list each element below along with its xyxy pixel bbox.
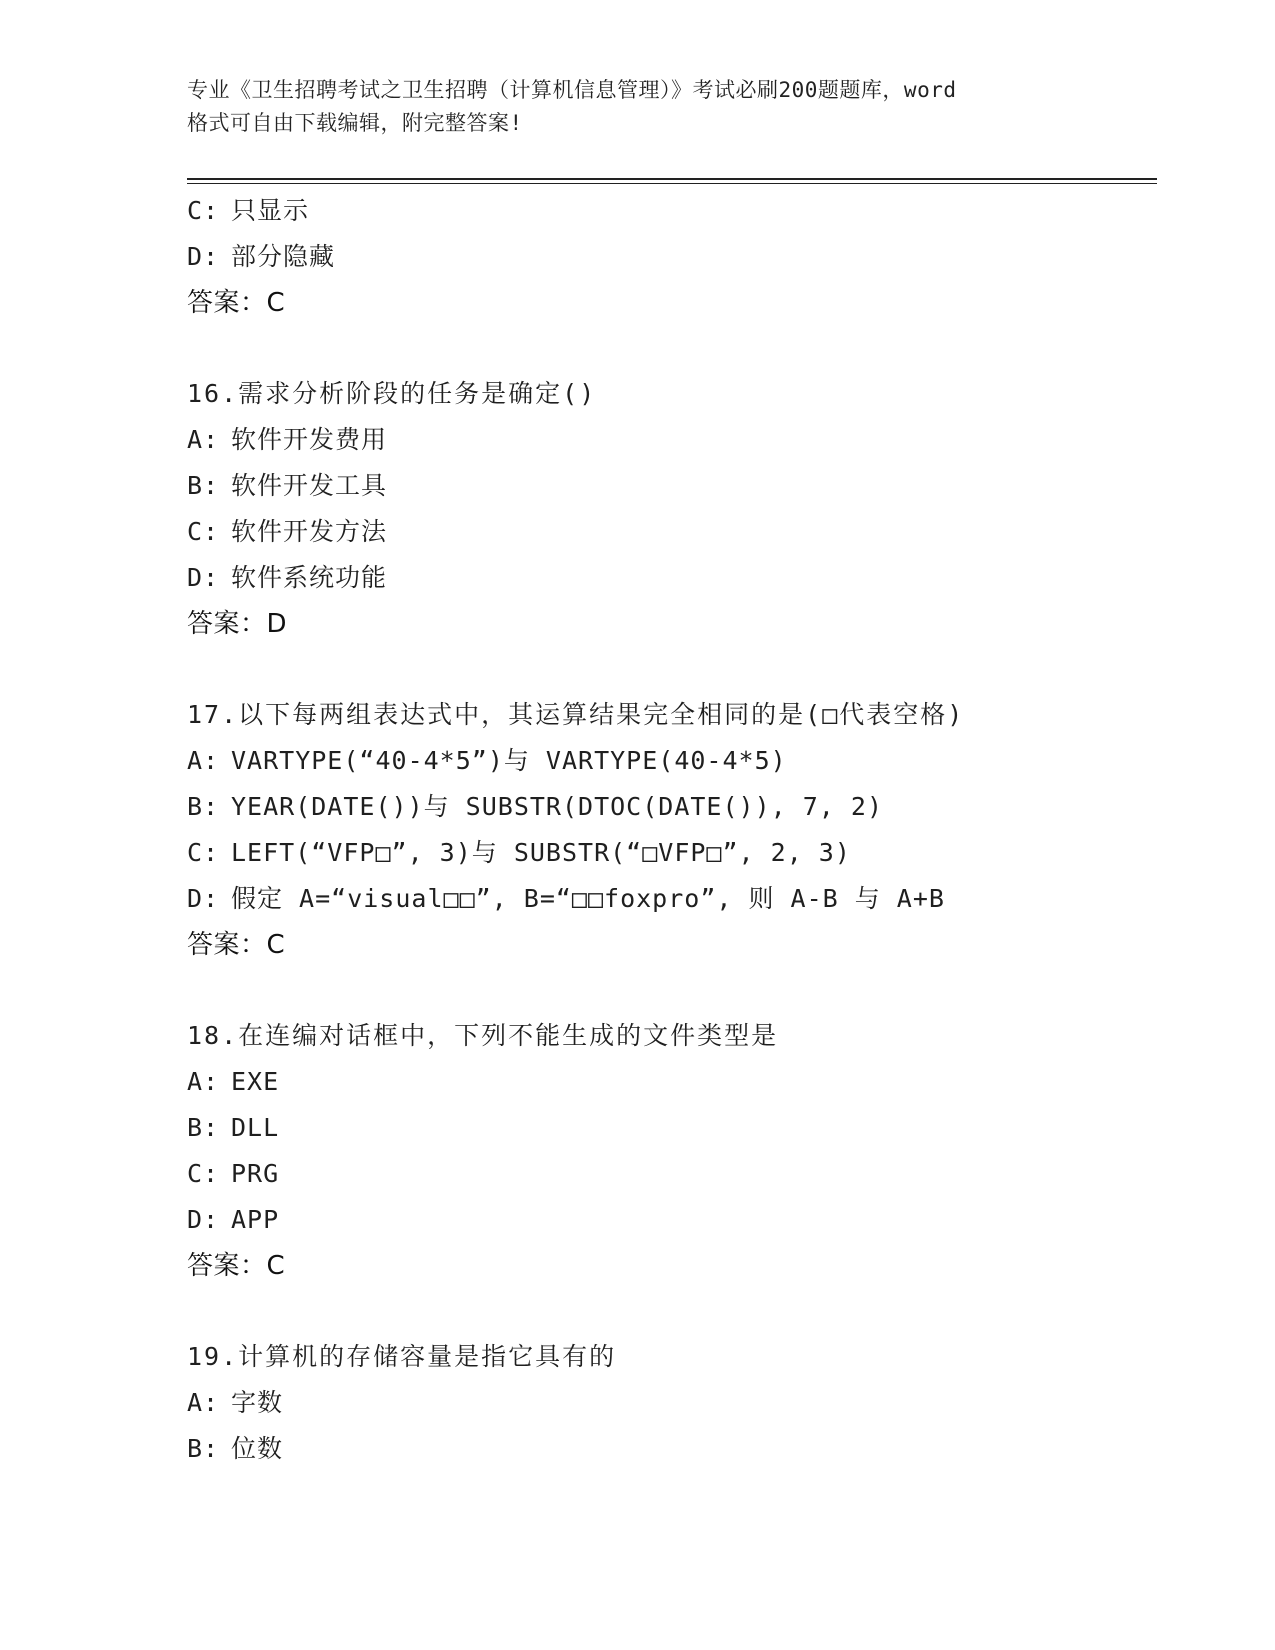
answer-line: 答案：C: [187, 288, 286, 318]
option-text: PRG: [231, 1159, 280, 1188]
option-d: [187, 234, 1157, 280]
answer-line: 答案：D: [187, 609, 288, 639]
option-label: A:: [187, 746, 220, 775]
option-a: [187, 1380, 1157, 1426]
question-list: [187, 188, 1157, 1472]
option-label: B:: [187, 1434, 220, 1463]
option-label: A:: [187, 1388, 220, 1417]
option-label: B:: [187, 471, 220, 500]
question-stem: 18.在连编对话框中，下列不能生成的文件类型是: [187, 1021, 779, 1050]
header-rule-thin: [187, 183, 1157, 184]
option-text: 只显示: [231, 196, 310, 225]
option-c: [187, 830, 1157, 876]
option-label: A:: [187, 425, 220, 454]
spacer: [187, 326, 1157, 371]
option-label: B:: [187, 1113, 220, 1142]
option-text: VARTYPE(“40-4*5”)与 VARTYPE(40-4*5): [231, 746, 787, 775]
question-fragment: [187, 188, 1157, 326]
option-label: C:: [187, 838, 220, 867]
option-text: 位数: [231, 1434, 284, 1463]
option-b: [187, 1426, 1157, 1472]
option-label: C:: [187, 196, 220, 225]
option-text: EXE: [231, 1067, 280, 1096]
option-text: 假定 A=“visual□□”, B=“□□foxpro”, 则 A-B 与 A+B: [231, 884, 945, 913]
option-text: 字数: [231, 1388, 284, 1417]
spacer: [187, 647, 1157, 692]
option-label: D:: [187, 242, 220, 271]
option-text: 软件系统功能: [231, 563, 388, 592]
option-b: [187, 784, 1157, 830]
question-19: [187, 1334, 1157, 1472]
option-label: D:: [187, 1205, 220, 1234]
option-text: 部分隐藏: [231, 242, 336, 271]
option-label: B:: [187, 792, 220, 821]
option-d: [187, 876, 1157, 922]
option-text: DLL: [231, 1113, 280, 1142]
option-text: YEAR(DATE())与 SUBSTR(DTOC(DATE()), 7, 2): [231, 792, 883, 821]
question-18: [187, 1013, 1157, 1289]
option-label: C:: [187, 1159, 220, 1188]
option-text: 软件开发方法: [231, 517, 388, 546]
option-b: [187, 1105, 1157, 1151]
option-c: [187, 509, 1157, 555]
option-label: D:: [187, 563, 220, 592]
header-rule-thick: [187, 178, 1157, 180]
document-header: [187, 74, 1107, 140]
answer-line: 答案：C: [187, 1251, 286, 1281]
option-text: APP: [231, 1205, 280, 1234]
question-17: [187, 692, 1157, 968]
spacer: [187, 1289, 1157, 1334]
option-text: 软件开发工具: [231, 471, 388, 500]
option-label: A:: [187, 1067, 220, 1096]
option-a: [187, 1059, 1157, 1105]
header-line-2: 格式可自由下载编辑，附完整答案!: [187, 111, 523, 135]
header-line-1: 专业《卫生招聘考试之卫生招聘（计算机信息管理）》考试必刷200题题库，word: [187, 78, 957, 102]
option-b: [187, 463, 1157, 509]
question-stem: 16.需求分析阶段的任务是确定(): [187, 379, 597, 408]
option-text: LEFT(“VFP□”, 3)与 SUBSTR(“□VFP□”, 2, 3): [231, 838, 851, 867]
question-stem: 19.计算机的存储容量是指它具有的: [187, 1342, 617, 1371]
option-a: [187, 738, 1157, 784]
option-d: [187, 1197, 1157, 1243]
option-label: C:: [187, 517, 220, 546]
option-c: [187, 188, 1157, 234]
option-d: [187, 555, 1157, 601]
answer-line: 答案：C: [187, 930, 286, 960]
spacer: [187, 968, 1157, 1013]
option-text: 软件开发费用: [231, 425, 388, 454]
option-label: D:: [187, 884, 220, 913]
question-16: [187, 371, 1157, 647]
option-a: [187, 417, 1157, 463]
question-stem: 17.以下每两组表达式中，其运算结果完全相同的是(□代表空格): [187, 700, 965, 729]
option-c: [187, 1151, 1157, 1197]
